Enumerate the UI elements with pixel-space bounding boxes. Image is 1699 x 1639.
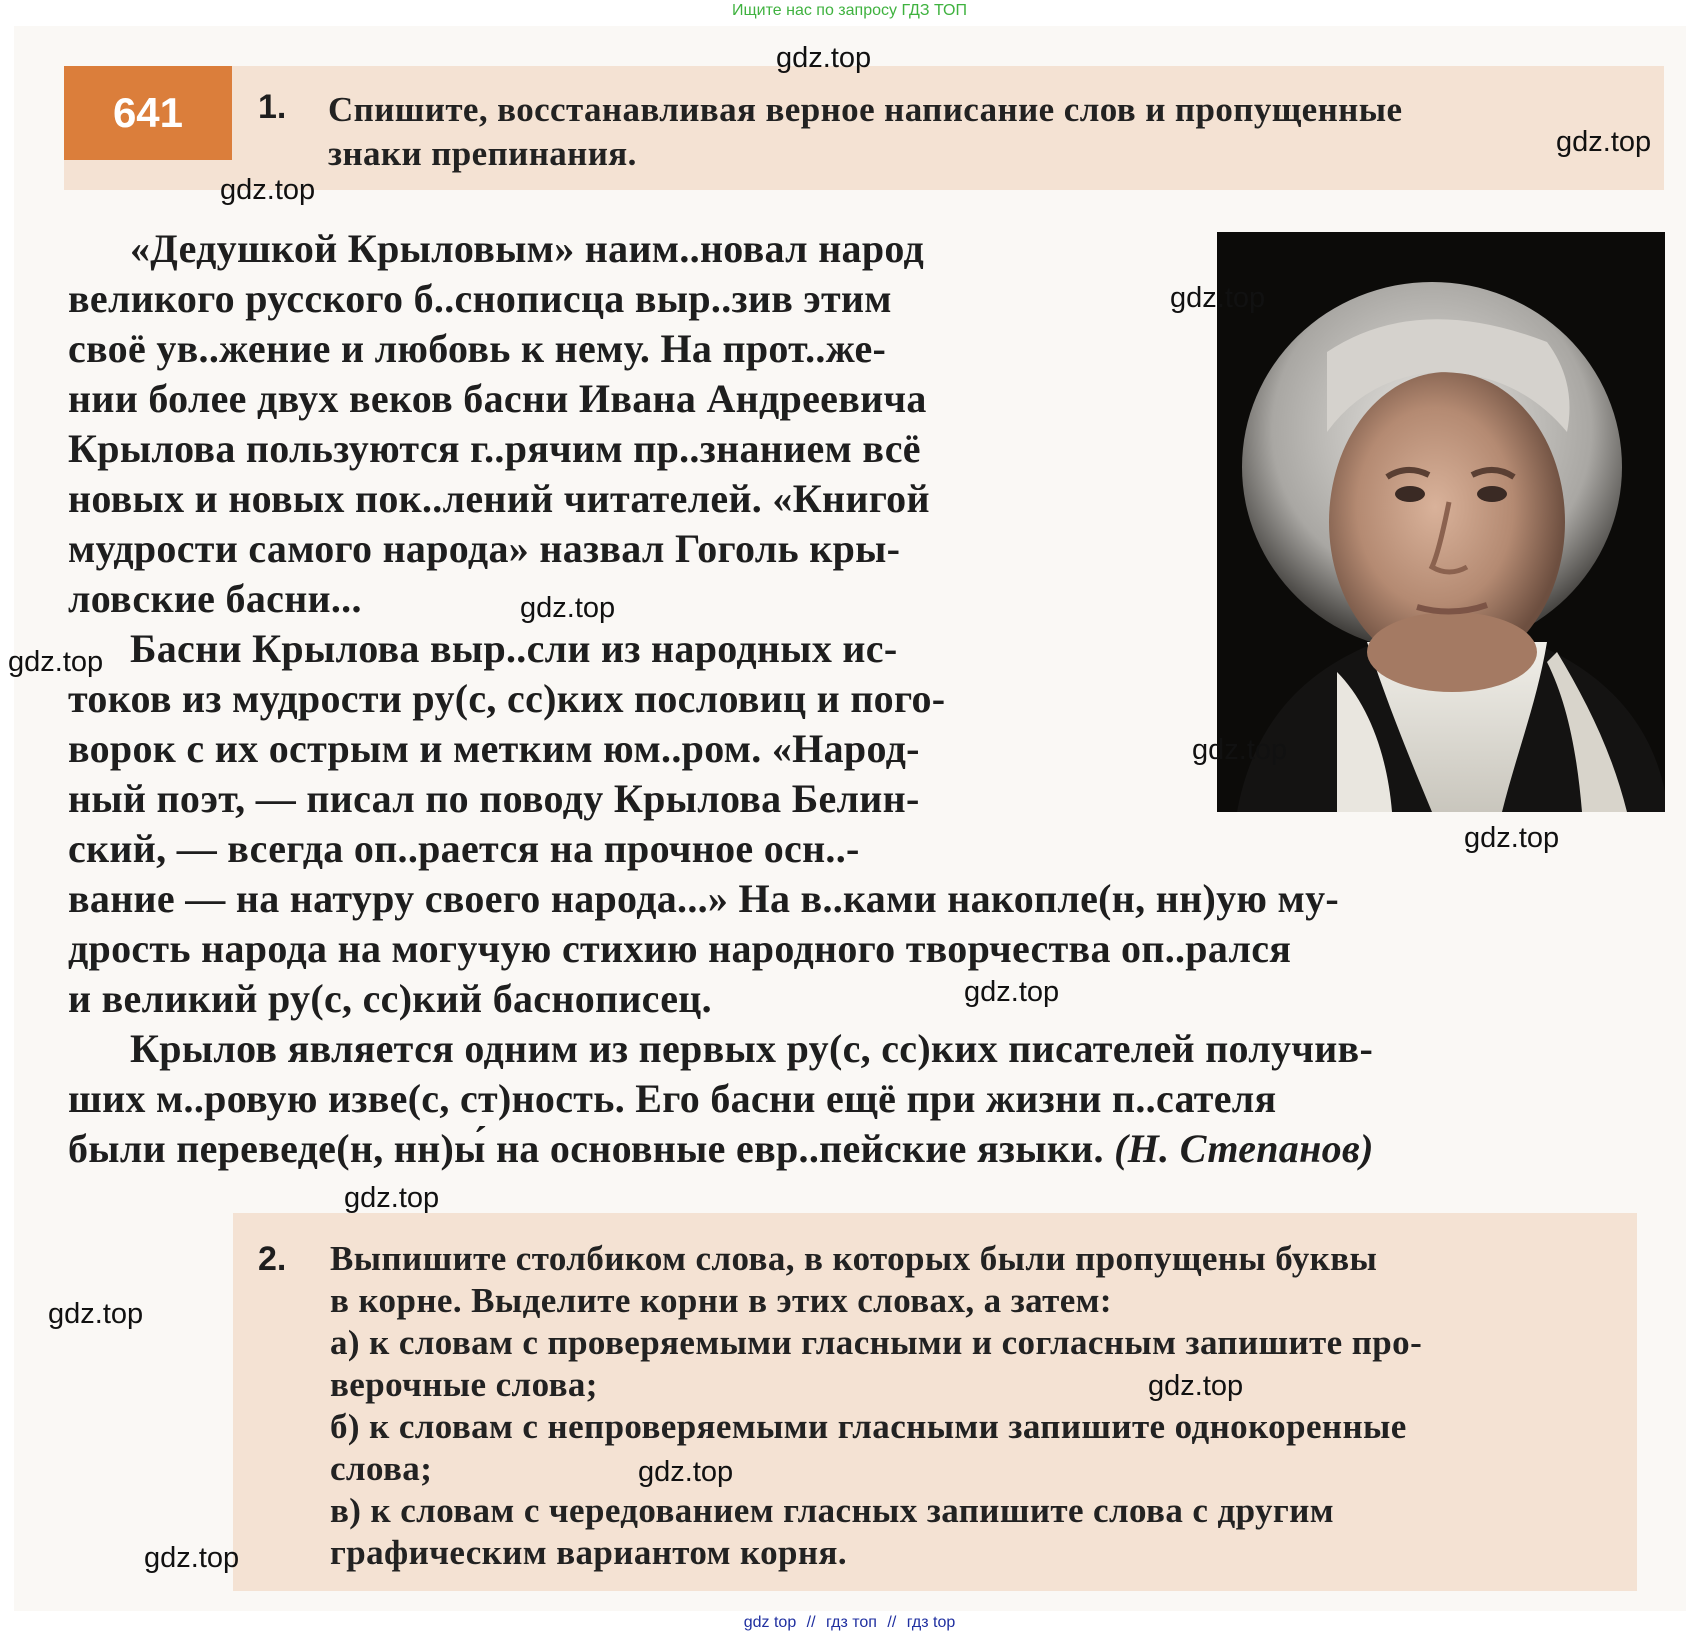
watermark: gdz.top (638, 1456, 734, 1488)
task2-instruction (330, 1237, 1650, 1573)
passage-line: Басни Крылова выр..сли из народных ис- (130, 626, 898, 671)
watermark: gdz.top (344, 1182, 440, 1214)
watermark: gdz.top (1556, 126, 1652, 158)
watermark: gdz.top (144, 1542, 240, 1574)
task1-instruction-line: знаки препинания. (328, 134, 637, 173)
passage-line: вание — на натуру своего народа...» На в..ками накопле(н, нн)ую му- (68, 876, 1339, 921)
passage-line: «Дедушкой Крыловым» наим..новал народ (130, 226, 925, 271)
task2-instruction-line: графическим вариантом корня. (330, 1533, 847, 1572)
task2-instruction-line: б) к словам с непроверяемыми гласными запишите однокоренные (330, 1407, 1407, 1446)
task2-instruction-line: а) к словам с проверяемыми гласными и согласным запишите про- (330, 1323, 1423, 1362)
passage-line: Крылова пользуются г..рячим пр..знанием всё (68, 426, 921, 471)
passage-line: ный поэт, — писал по поводу Крылова Белин- (68, 776, 920, 821)
passage-line: мудрости самого народа» назвал Гоголь кры- (68, 526, 901, 571)
passage-line: ловские басни... (68, 576, 362, 621)
passage-line: великого русского б..снописца выр..зив этим (68, 276, 892, 321)
task1-instruction-line: Спишите, восстанавливая верное написание слов и пропущенные (328, 90, 1403, 129)
watermark: gdz.top (48, 1298, 144, 1330)
passage-line: ский, — всегда оп..рается на прочное осн..- (68, 826, 860, 871)
watermark: gdz.top (1148, 1370, 1244, 1402)
passage-line: Крылов является одним из первых ру(с, сс)ких писателей получив- (130, 1026, 1374, 1071)
task2-instruction-line: в корне. Выделите корни в этих словах, а затем: (330, 1281, 1112, 1320)
watermark: gdz.top (964, 976, 1060, 1008)
watermark: gdz.top (8, 646, 104, 678)
watermark: gdz.top (776, 42, 872, 74)
task2-instruction-line: верочные слова; (330, 1365, 598, 1404)
watermark: gdz.top (1192, 734, 1288, 766)
task2-instruction-line: в) к словам с чередованием гласных запишите слова с другим (330, 1491, 1335, 1530)
watermark: gdz.top (520, 592, 616, 624)
task2-instruction-line: Выпишите столбиком слова, в которых были пропущены буквы (330, 1239, 1378, 1278)
passage-author: (Н. Степанов) (1114, 1126, 1374, 1171)
passage-text (68, 224, 1699, 1174)
watermark: gdz.top (1170, 282, 1266, 314)
top-search-hint-link[interactable]: Ищите нас по запросу ГДЗ ТОП (732, 2, 967, 19)
footer-separator: // (887, 1614, 897, 1631)
passage-line: дрость народа на могучую стихию народного творчества оп..рался (68, 926, 1292, 971)
passage-line: токов из мудрости ру(с, сс)ких пословиц и пого- (68, 676, 946, 721)
footer-links (0, 1614, 1699, 1632)
task2-instruction-line: слова; (330, 1449, 433, 1488)
task1-instruction (328, 88, 1658, 176)
passage-line: нии более двух веков басни Ивана Андреевича (68, 376, 927, 421)
exercise-number-badge: 641 (64, 66, 232, 160)
footer-link[interactable]: гдз топ (826, 1614, 877, 1631)
passage-line: новых и новых пок..лений читателей. «Книгой (68, 476, 930, 521)
task2-number: 2. (258, 1240, 287, 1278)
watermark: gdz.top (1464, 822, 1560, 854)
task1-number: 1. (258, 88, 287, 126)
footer-separator: // (806, 1614, 816, 1631)
passage-line: своё ув..жение и любовь к нему. На прот..же- (68, 326, 887, 371)
passage-line: ворок с их острым и метким юм..ром. «Народ- (68, 726, 920, 771)
footer-link[interactable]: gdz top (743, 1614, 797, 1631)
passage-line: были переведе(н, нн)ы́ на основные евр..пейские языки. (68, 1126, 1104, 1171)
watermark: gdz.top (220, 174, 316, 206)
passage-line: ших м..ровую изве(с, ст)ность. Его басни ещё при жизни п..сателя (68, 1076, 1277, 1121)
footer-link[interactable]: гдз top (906, 1614, 956, 1631)
passage-line: и великий ру(с, сс)кий баснописец. (68, 976, 712, 1021)
